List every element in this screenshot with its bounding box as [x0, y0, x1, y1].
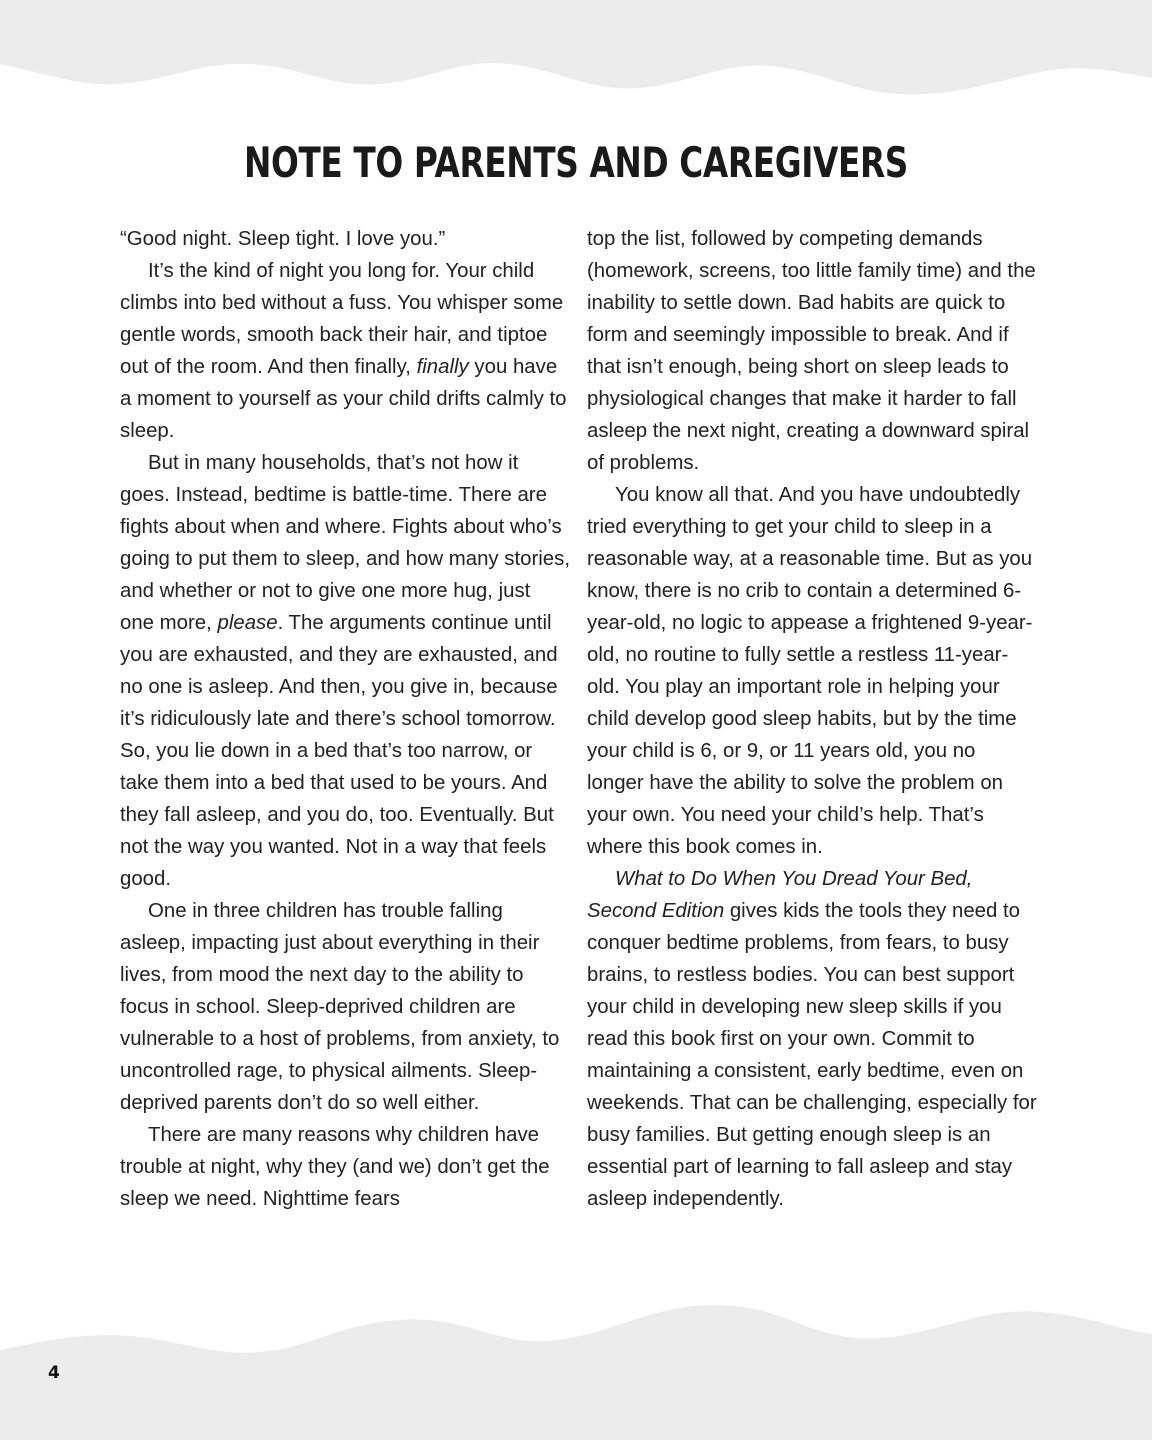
paragraph-text: It’s the kind of night you long for. Your child climbs into bed without a fuss. You whisper some gentle words, smooth back their hair, and tiptoe out of the room. And then finally, — [120, 260, 564, 378]
left-column — [120, 223, 570, 1215]
paragraph-text: gives kids the tools they need to conquer bedtime problems, from fears, to busy brains, to restless bodies. You can best support your child in developing new sleep skills if you read this book first on your own. Commit to maintaining a consistent, early bedtime, even on weekends. That can be challenging, especially for busy families. But getting enough sleep is an essential part of learning to fall asleep and stay asleep independently. — [587, 900, 1037, 1210]
emphasis-please: please — [217, 612, 278, 634]
paragraph-ideal-night — [120, 255, 570, 447]
page-title: NOTE TO PARENTS AND CAREGIVERS — [243, 138, 909, 187]
paragraph-text: But in many households, that’s not how it goes. Instead, bedtime is battle-time. There are fights about when and where. Fights about who’s going to put them to sleep, and how many stories, and whether or not to give one more hug, just one more, — [120, 452, 570, 634]
paragraph-many-reasons-continued: top the list, followed by competing demands (homework, screens, too little family time) and the inability to settle down. Bad habits are quick to form and seemingly impossible to break. And if that isn’t enough, being short on sleep leads to physiological changes that make it harder to fall asleep the next night, creating a downward spiral of problems. — [587, 228, 1036, 474]
emphasis-finally: finally — [416, 356, 469, 378]
bottom-cloud-border — [0, 1290, 1152, 1440]
book-title-italic: What to Do When You Dread Your Bed, Second Edition — [587, 868, 973, 922]
paragraph-text: you have a moment to yourself as your child drifts calmly to sleep. — [120, 356, 567, 442]
paragraph-many-reasons: There are many reasons why children have trouble at night, why they (and we) don’t get the sleep we need. Nighttime fears — [120, 1124, 550, 1210]
paragraph-book-intro — [587, 863, 1037, 1215]
paragraph-you-know: You know all that. And you have undoubtedly tried everything to get your child to sleep in a reasonable way, at a reasonable time. But as you know, there is no crib to contain a determined 6-year-old, no logic to appease a frightened 9-year-old, no routine to fully settle a restless 11-year-old. You play an important role in helping your child develop good sleep habits, but by the time your child is 6, or 9, or 11 years old, you no longer have the ability to solve the problem on your own. You need your child’s help. That’s where this book comes in. — [587, 484, 1033, 858]
paragraph-opening-quote: “Good night. Sleep tight. I love you.” — [120, 228, 446, 250]
paragraph-text: . The arguments continue until you are exhausted, and they are exhausted, and no one is asleep. And then, you give in, because it’s ridiculously late and there’s school tomorrow. So, you lie down in a bed that’s too narrow, or take them into a bed that used to be yours. And they fall asleep, and you do, too. Eventually. But not the way you wanted. Not in a way that feels good. — [120, 612, 558, 890]
page-number: 4 — [48, 1363, 60, 1383]
right-column — [587, 223, 1037, 1215]
paragraph-one-in-three: One in three children has trouble falling asleep, impacting just about everything in their lives, from mood the next day to the ability to focus in school. Sleep-deprived children are vulnerable to a host of problems, from anxiety, to uncontrolled rage, to physical ailments. Sleep-deprived parents don’t do so well either. — [120, 900, 560, 1114]
top-cloud-border — [0, 0, 1152, 120]
paragraph-battle-time — [120, 447, 570, 895]
